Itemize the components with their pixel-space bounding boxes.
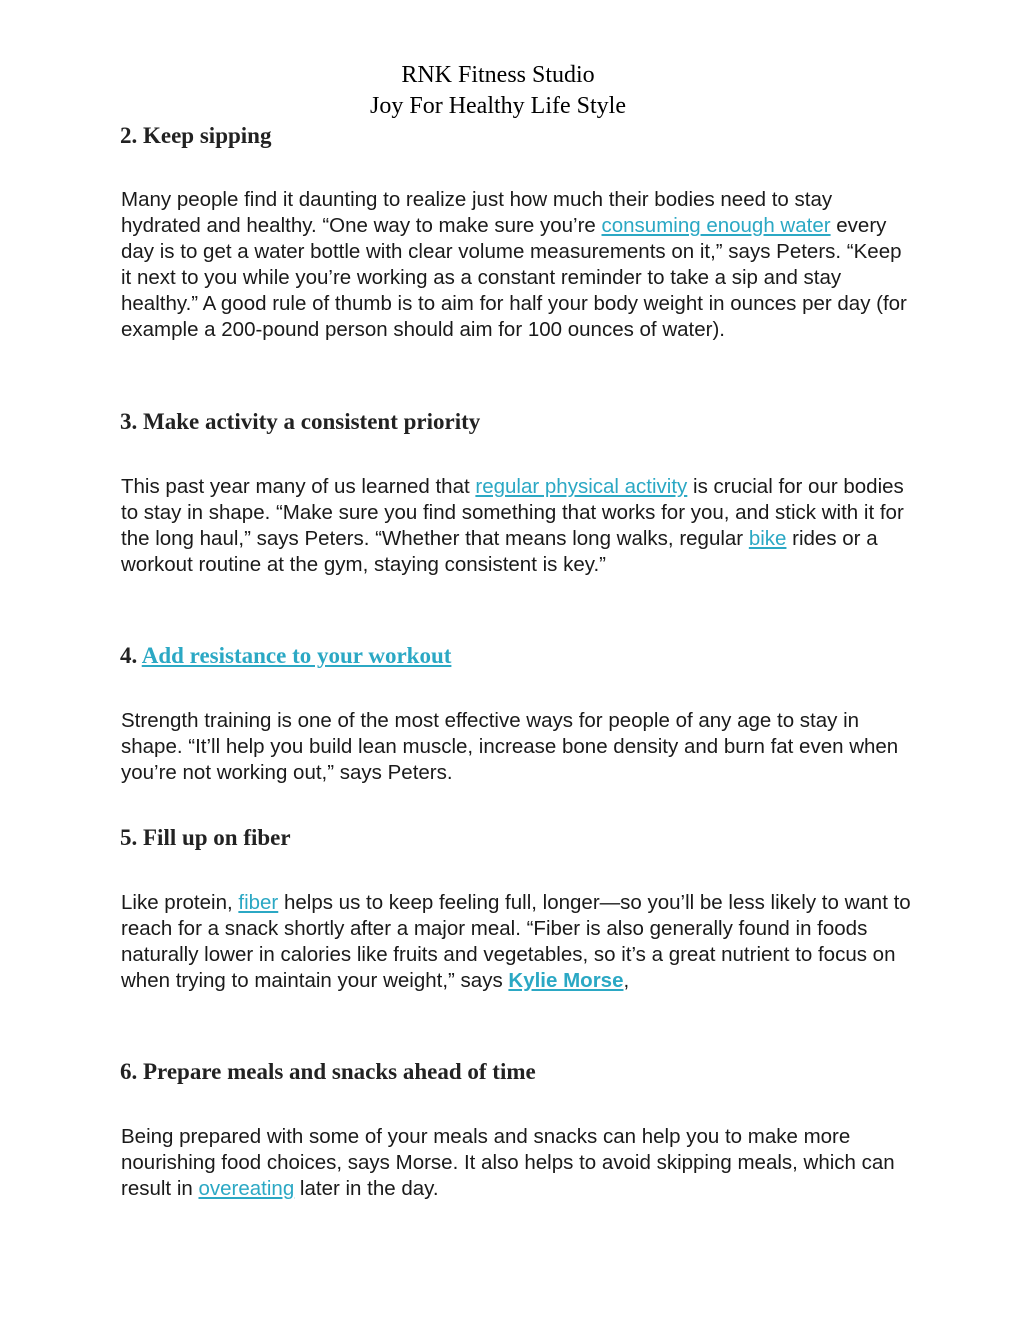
- paragraph-text: helps us to keep feeling full, longer—so you’ll be less likely to want to reach for a snack shortly after a major meal. “Fiber is also generally found in foods naturally lower in calories like fruits and vegetables, so it’s a great nutrient to focus on when trying to maintain your weight,” says: [121, 891, 911, 992]
- paragraph-text: is crucial for our bodies to stay in shape. “Make sure you find something that works for you, and stick with it for the long haul,” says Peters. “Whether that means long walks, regular: [121, 475, 904, 550]
- paragraph-text: rides or a workout routine at the gym, staying consistent is key.”: [121, 527, 878, 576]
- section-number: 4.: [120, 643, 142, 668]
- link-add-resistance-to-your-workout[interactable]: Add resistance to your workout: [141, 643, 452, 668]
- section-heading-keep-sipping: 2. Keep sipping: [120, 123, 272, 148]
- link-bike[interactable]: bike: [748, 527, 787, 550]
- studio-tagline: Joy For Healthy Life Style: [370, 93, 626, 119]
- paragraph-text: later in the day.: [294, 1177, 439, 1200]
- section-paragraph-keep-sipping: [121, 187, 911, 343]
- section-heading-fill-up-on-fiber: 5. Fill up on fiber: [120, 825, 291, 850]
- section-heading-add-resistance: [120, 642, 451, 670]
- paragraph-text: Being prepared with some of your meals and snacks can help you to make more nourishing food choices, says Morse. It also helps to avoid skipping meals, which can result in: [121, 1125, 895, 1200]
- section-paragraph-add-resistance: [121, 708, 911, 786]
- section-paragraph-prepare-meals: [121, 1124, 911, 1202]
- link-consuming-enough-water[interactable]: consuming enough water: [601, 214, 831, 237]
- paragraph-text: Many people find it daunting to realize just how much their bodies need to stay hydrated and healthy. “One way to make sure you’re: [121, 188, 833, 237]
- link-fiber[interactable]: fiber: [238, 891, 279, 914]
- paragraph-text: Strength training is one of the most effective ways for people of any age to stay in shape. “It’ll help you build lean muscle, increase bone density and burn fat even when you’re not working out,” says Peters.: [121, 709, 899, 784]
- paragraph-text: This past year many of us learned that: [121, 475, 476, 498]
- link-regular-physical-activity[interactable]: regular physical activity: [475, 475, 688, 498]
- section-paragraph-fill-up-on-fiber: [121, 890, 911, 994]
- section-heading-prepare-meals: 6. Prepare meals and snacks ahead of time: [120, 1059, 536, 1084]
- paragraph-text: every day is to get a water bottle with clear volume measurements on it,” says Peters. “Keep it next to you while you’re working as a constant reminder to take a sip and stay healthy.” A good rule of thumb is to aim for half your body weight in ounces per day (for example a 200-pound person should aim for 100 ounces of water).: [121, 214, 907, 341]
- studio-name: RNK Fitness Studio: [401, 62, 595, 88]
- paragraph-text: Like protein,: [121, 891, 239, 914]
- section-paragraph-make-activity-priority: [121, 474, 911, 578]
- section-heading-make-activity-priority: 3. Make activity a consistent priority: [120, 409, 481, 434]
- link-overeating[interactable]: overeating: [198, 1177, 295, 1200]
- link-kylie-morse[interactable]: Kylie Morse: [508, 969, 624, 992]
- paragraph-text: ,: [623, 969, 630, 992]
